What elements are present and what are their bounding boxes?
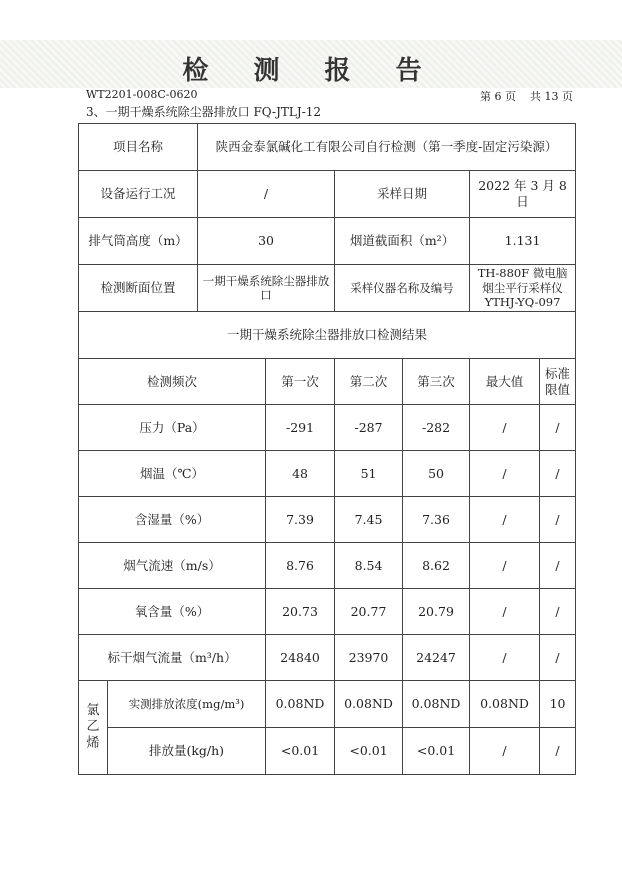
cell-value: <0.01 xyxy=(403,728,470,775)
instrument-label: 采样仪器名称及编号 xyxy=(335,265,470,312)
cell-value: 50 xyxy=(403,451,470,497)
row-label: 实测排放浓度(mg/m³) xyxy=(108,681,266,728)
info-row-stack xyxy=(79,218,576,265)
table-row xyxy=(79,589,576,635)
cell-value: / xyxy=(540,635,576,681)
cell-value: 20.73 xyxy=(266,589,335,635)
flue-area-value: 1.131 xyxy=(470,218,576,265)
cell-value: 20.77 xyxy=(335,589,403,635)
cell-value: 7.36 xyxy=(403,497,470,543)
cell-value: 7.45 xyxy=(335,497,403,543)
cell-value: 8.54 xyxy=(335,543,403,589)
equipment-label: 设备运行工况 xyxy=(79,171,198,218)
cell-value: / xyxy=(470,635,540,681)
cell-value: / xyxy=(540,589,576,635)
cell-value: / xyxy=(470,728,540,775)
cell-value: 0.08ND xyxy=(403,681,470,728)
cell-value: -282 xyxy=(403,405,470,451)
detection-report-table xyxy=(78,123,576,775)
flue-area-label: 烟道截面积（m²） xyxy=(335,218,470,265)
info-row-project xyxy=(79,124,576,171)
cell-value: 0.08ND xyxy=(266,681,335,728)
cell-value: 10 xyxy=(540,681,576,728)
table-row xyxy=(79,497,576,543)
cell-value: 24840 xyxy=(266,635,335,681)
table-row xyxy=(79,451,576,497)
cell-value: -287 xyxy=(335,405,403,451)
document-code: WT2201-008C-0620 xyxy=(86,88,198,101)
cell-value: 51 xyxy=(335,451,403,497)
info-row-location xyxy=(79,265,576,312)
cell-value: 8.76 xyxy=(266,543,335,589)
cell-value: / xyxy=(540,728,576,775)
cell-value: 20.79 xyxy=(403,589,470,635)
row-label: 氧含量（%） xyxy=(79,589,266,635)
sampling-date-value: 2022 年 3 月 8 日 xyxy=(470,171,576,218)
equipment-value: / xyxy=(198,171,335,218)
cell-value: -291 xyxy=(266,405,335,451)
cell-value: 23970 xyxy=(335,635,403,681)
results-title: 一期干燥系统除尘器排放口检测结果 xyxy=(79,312,576,359)
cell-value: / xyxy=(470,405,540,451)
results-title-row xyxy=(79,312,576,359)
cell-value: / xyxy=(540,543,576,589)
column-header-limit: 标准限值 xyxy=(540,359,576,405)
cell-value: / xyxy=(470,589,540,635)
row-label: 烟温（℃） xyxy=(79,451,266,497)
cell-value: / xyxy=(540,497,576,543)
cell-value: 8.62 xyxy=(403,543,470,589)
cell-value: / xyxy=(470,497,540,543)
results-header-row xyxy=(79,359,576,405)
section-title: 3、一期干燥系统除尘器排放口 FQ-JTLJ-12 xyxy=(86,105,322,119)
sampling-date-label: 采样日期 xyxy=(335,171,470,218)
cell-value: 48 xyxy=(266,451,335,497)
cell-value: / xyxy=(470,451,540,497)
cell-value: 0.08ND xyxy=(470,681,540,728)
table-row xyxy=(79,405,576,451)
cell-value: / xyxy=(540,405,576,451)
page-number: 第 6 页 共 13 页 xyxy=(480,90,573,103)
row-label: 含湿量（%） xyxy=(79,497,266,543)
instrument-value: TH-880F 微电脑烟尘平行采样仪 YTHJ-YQ-097 xyxy=(470,265,576,312)
cell-value: 7.39 xyxy=(266,497,335,543)
row-label: 排放量(kg/h) xyxy=(108,728,266,775)
row-label: 标干烟气流量（m³/h） xyxy=(79,635,266,681)
pollutant-name: 氯 乙 烯 xyxy=(79,681,108,775)
report-title: 检 测 报 告 xyxy=(182,56,440,86)
cell-value: 0.08ND xyxy=(335,681,403,728)
cell-value: / xyxy=(470,543,540,589)
cell-value: / xyxy=(540,451,576,497)
cell-value: 24247 xyxy=(403,635,470,681)
project-label: 项目名称 xyxy=(79,124,198,171)
table-row xyxy=(79,728,576,775)
stack-height-label: 排气筒高度（m） xyxy=(79,218,198,265)
column-header-second: 第二次 xyxy=(335,359,403,405)
section-location-value: 一期干燥系统除尘器排放口 xyxy=(198,265,335,312)
cell-value: <0.01 xyxy=(335,728,403,775)
table-row xyxy=(79,681,576,728)
project-value: 陕西金泰氯碱化工有限公司自行检测（第一季度-固定污染源） xyxy=(198,124,576,171)
column-header-max: 最大值 xyxy=(470,359,540,405)
stack-height-value: 30 xyxy=(198,218,335,265)
table-row xyxy=(79,543,576,589)
info-row-equipment xyxy=(79,171,576,218)
table-row xyxy=(79,635,576,681)
column-header-third: 第三次 xyxy=(403,359,470,405)
row-label: 烟气流速（m/s） xyxy=(79,543,266,589)
cell-value: <0.01 xyxy=(266,728,335,775)
column-header-frequency: 检测频次 xyxy=(79,359,266,405)
row-label: 压力（Pa） xyxy=(79,405,266,451)
section-location-label: 检测断面位置 xyxy=(79,265,198,312)
column-header-first: 第一次 xyxy=(266,359,335,405)
